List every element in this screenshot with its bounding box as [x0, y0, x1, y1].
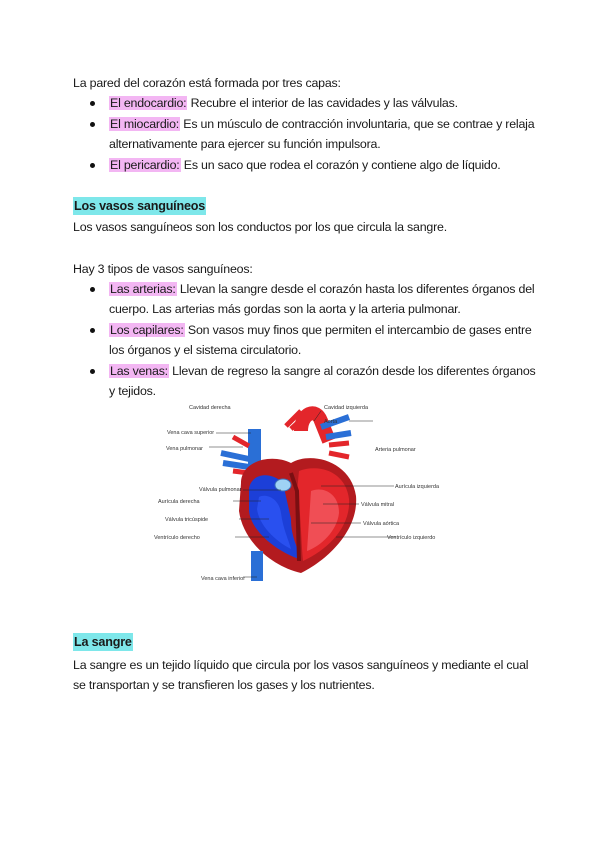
term-highlight: Las arterias: — [110, 282, 176, 296]
heart-wall-intro: La pared del corazón está formada por tres capas: — [73, 76, 341, 90]
label-auricula-der: Aurícula derecha — [158, 499, 200, 505]
heart-layers-list — [73, 93, 543, 176]
term-highlight: El pericardio: — [110, 158, 180, 172]
blood-text: La sangre es un tejido líquido que circula por los vasos sanguíneos y mediante el cual se transportan y se transfieren los gases y los nutrientes. — [73, 658, 529, 692]
section-heading-blood: La sangre — [74, 635, 132, 649]
label-vena-cava-sup: Vena cava superior — [167, 430, 215, 436]
label-arteria-pulmonar: Arteria pulmonar — [375, 447, 416, 453]
label-aorta: Aorta — [324, 419, 338, 425]
section-heading-vessels: Los vasos sanguíneos — [74, 199, 206, 213]
bullet-icon — [90, 163, 95, 168]
pulmonary-vein-shape — [329, 443, 349, 457]
left-vessels — [221, 453, 249, 467]
label-vena-cava-inf: Vena cava inferior — [201, 576, 246, 582]
label-ventriculo-izq: Ventrículo izquierdo — [387, 535, 436, 541]
bullet-icon — [90, 328, 95, 333]
list-item — [73, 361, 543, 401]
term-highlight: El miocardio: — [110, 117, 180, 131]
bullet-icon — [90, 122, 95, 127]
vessels-intro: Los vasos sanguíneos son los conductos por los que circula la sangre. — [73, 220, 447, 234]
list-item — [73, 320, 543, 360]
label-auricula-izq: Aurícula izquierda — [395, 484, 440, 490]
label-valvula-aortica: Válvula aórtica — [363, 521, 400, 527]
term-highlight: El endocardio: — [110, 96, 187, 110]
heart-illustration — [151, 401, 451, 584]
bullet-icon — [90, 369, 95, 374]
label-valvula-mitral: Válvula mitral — [361, 502, 395, 508]
bullet-icon — [90, 101, 95, 106]
list-item — [73, 93, 543, 113]
list-item-text: Es un músculo de contracción involuntaria, que se contrae y relaja alternativamente para ejercer su función impulsora. — [109, 117, 535, 151]
list-item-text: Llevan de regreso la sangre al corazón desde los diferentes órganos y tejidos. — [109, 364, 536, 398]
list-item-text: Es un saco que rodea el corazón y contiene algo de líquido. — [180, 158, 501, 172]
list-item-text: Llevan la sangre desde el corazón hasta los diferentes órganos del cuerpo. Las arterias más gordas son la aorta y la arteria pulmonar. — [109, 282, 535, 316]
label-valvula-pulmonar: Válvula pulmonar — [199, 487, 242, 493]
valve-shape — [275, 479, 291, 491]
vessels-types-intro: Hay 3 tipos de vasos sanguíneos: — [73, 262, 253, 276]
label-cavidad-izquierda: Cavidad izquierda — [324, 405, 369, 411]
label-valvula-tricuspide: Válvula tricúspide — [165, 517, 209, 523]
list-item-text: Son vasos muy finos que permiten el intercambio de gases entre los órganos y el sistema circulatorio. — [109, 323, 532, 357]
heart-diagram — [151, 401, 451, 584]
bullet-icon — [90, 287, 95, 292]
list-item — [73, 155, 543, 175]
label-cavidad-derecha: Cavidad derecha — [189, 405, 231, 411]
list-item — [73, 114, 543, 154]
term-highlight: Las venas: — [110, 364, 168, 378]
vessel-types-list — [73, 279, 543, 402]
label-vena-pulmonar: Vena pulmonar — [166, 446, 203, 452]
vena-cava-inferior-shape — [251, 551, 263, 581]
label-ventriculo-der: Ventrículo derecho — [154, 535, 200, 541]
list-item-text: Recubre el interior de las cavidades y las válvulas. — [187, 96, 458, 110]
term-highlight: Los capilares: — [110, 323, 184, 337]
list-item — [73, 279, 543, 319]
